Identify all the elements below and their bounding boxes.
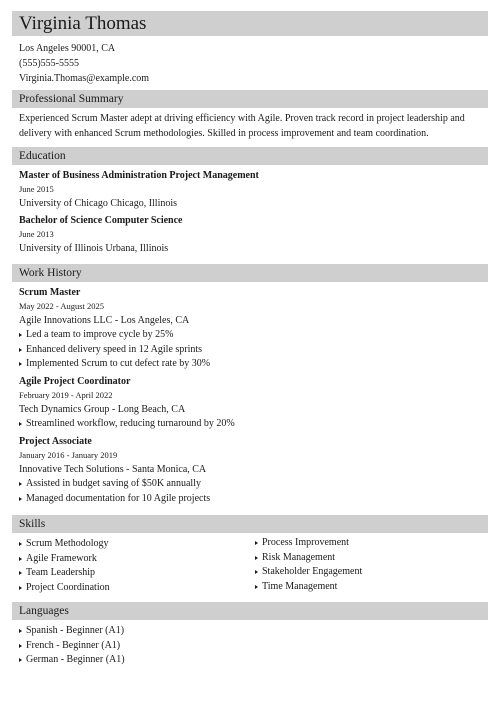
bullet-icon (19, 586, 22, 590)
list-item (19, 537, 249, 552)
bullet-icon (19, 497, 22, 501)
bullet-icon (19, 333, 22, 337)
list-item (19, 357, 481, 372)
skills-column-left (19, 537, 249, 595)
skill-text: Project Coordination (26, 581, 110, 593)
languages-heading: Languages (12, 602, 488, 620)
bullet-icon (19, 542, 22, 546)
skills-list (19, 537, 249, 595)
list-item (19, 624, 481, 639)
list-item (255, 536, 485, 551)
job-bullets (19, 477, 481, 506)
list-item (19, 552, 249, 567)
bullet-icon (19, 629, 22, 633)
list-item (19, 566, 249, 581)
job-title: Agile Project Coordinator (19, 376, 131, 387)
school-name: University of Illinois Urbana, Illinois (19, 243, 169, 254)
bullet-icon (19, 557, 22, 561)
bullet-text: Enhanced delivery speed in 12 Agile sprints (26, 343, 203, 355)
bullet-text: Led a team to improve cycle by 25% (26, 329, 174, 340)
skill-text: Risk Management (262, 551, 336, 563)
contact-location: Los Angeles 90001, CA (19, 43, 116, 54)
bullet-icon (19, 571, 22, 575)
job-entry (19, 286, 481, 372)
education-entry (19, 169, 481, 211)
job-entry (19, 375, 481, 432)
job-dates: May 2022 - August 2025 (19, 301, 104, 311)
bullet-text: Implemented Scrum to cut defect rate by 30% (26, 358, 211, 369)
job-dates: January 2016 - January 2019 (19, 450, 118, 460)
language-text: German - Beginner (A1) (26, 654, 125, 665)
list-item (19, 343, 481, 358)
degree-title: Bachelor of Science Computer Science (19, 215, 183, 226)
skill-text: Scrum Methodology (26, 538, 109, 549)
job-title: Scrum Master (19, 287, 81, 298)
summary-text: Experienced Scrum Master adept at driving efficiency with Agile. Proven track record in project leadership and delivery with enhanced Scrum methodologies. Skilled in process improvement and team coordination. (19, 113, 465, 139)
job-company: Innovative Tech Solutions - Santa Monica, CA (19, 464, 207, 475)
language-text: Spanish - Beginner (A1) (26, 625, 125, 636)
skills-column-right (255, 536, 485, 594)
bullet-icon (255, 556, 258, 560)
list-item (255, 565, 485, 580)
bullet-icon (19, 644, 22, 648)
list-item (19, 477, 481, 492)
degree-title: Master of Business Administration Project Management (19, 170, 259, 181)
job-dates: February 2019 - April 2022 (19, 390, 113, 400)
list-item (19, 328, 481, 343)
work-heading: Work History (12, 264, 488, 282)
summary-heading: Professional Summary (12, 90, 488, 108)
list-item (19, 417, 481, 432)
skill-text: Process Improvement (262, 537, 349, 548)
skill-text: Stakeholder Engagement (262, 566, 363, 577)
bullet-text: Streamlined workflow, reducing turnaround by 20% (26, 418, 235, 429)
list-item (19, 581, 249, 596)
list-item (19, 653, 481, 668)
job-company: Tech Dynamics Group - Long Beach, CA (19, 404, 186, 415)
bullet-icon (19, 422, 22, 426)
bullet-icon (255, 541, 258, 545)
bullet-icon (19, 482, 22, 486)
bullet-icon (19, 362, 22, 366)
contact-info (19, 41, 149, 86)
education-heading: Education (12, 147, 488, 165)
degree-date: June 2015 (19, 184, 54, 194)
bullet-icon (19, 658, 22, 662)
list-item (19, 492, 481, 507)
skill-text: Time Management (262, 580, 338, 592)
bullet-text: Managed documentation for 10 Agile projects (26, 492, 211, 504)
skill-text: Agile Framework (26, 552, 97, 564)
bullet-text: Assisted in budget saving of $50K annually (26, 478, 201, 489)
education-entry (19, 214, 481, 256)
list-item (255, 551, 485, 566)
languages-list (19, 624, 481, 668)
job-company: Agile Innovations LLC - Los Angeles, CA (19, 315, 190, 326)
contact-email: Virginia.Thomas@example.com (19, 73, 150, 84)
job-bullets (19, 328, 481, 372)
skills-list (255, 536, 485, 594)
candidate-name: Virginia Thomas (19, 13, 147, 34)
list-item (19, 639, 481, 654)
languages-list-wrapper (19, 624, 481, 668)
bullet-icon (255, 585, 258, 589)
job-title: Project Associate (19, 436, 92, 447)
skill-text: Team Leadership (26, 567, 95, 578)
name-header (12, 11, 488, 36)
bullet-icon (255, 570, 258, 574)
job-entry (19, 435, 481, 506)
language-text: French - Beginner (A1) (26, 639, 121, 651)
school-name: University of Chicago Chicago, Illinois (19, 198, 178, 209)
degree-date: June 2013 (19, 229, 54, 239)
contact-phone: (555)555-5555 (19, 58, 79, 69)
bullet-icon (19, 348, 22, 352)
job-bullets (19, 417, 481, 432)
list-item (255, 580, 485, 595)
skills-heading: Skills (12, 515, 488, 533)
